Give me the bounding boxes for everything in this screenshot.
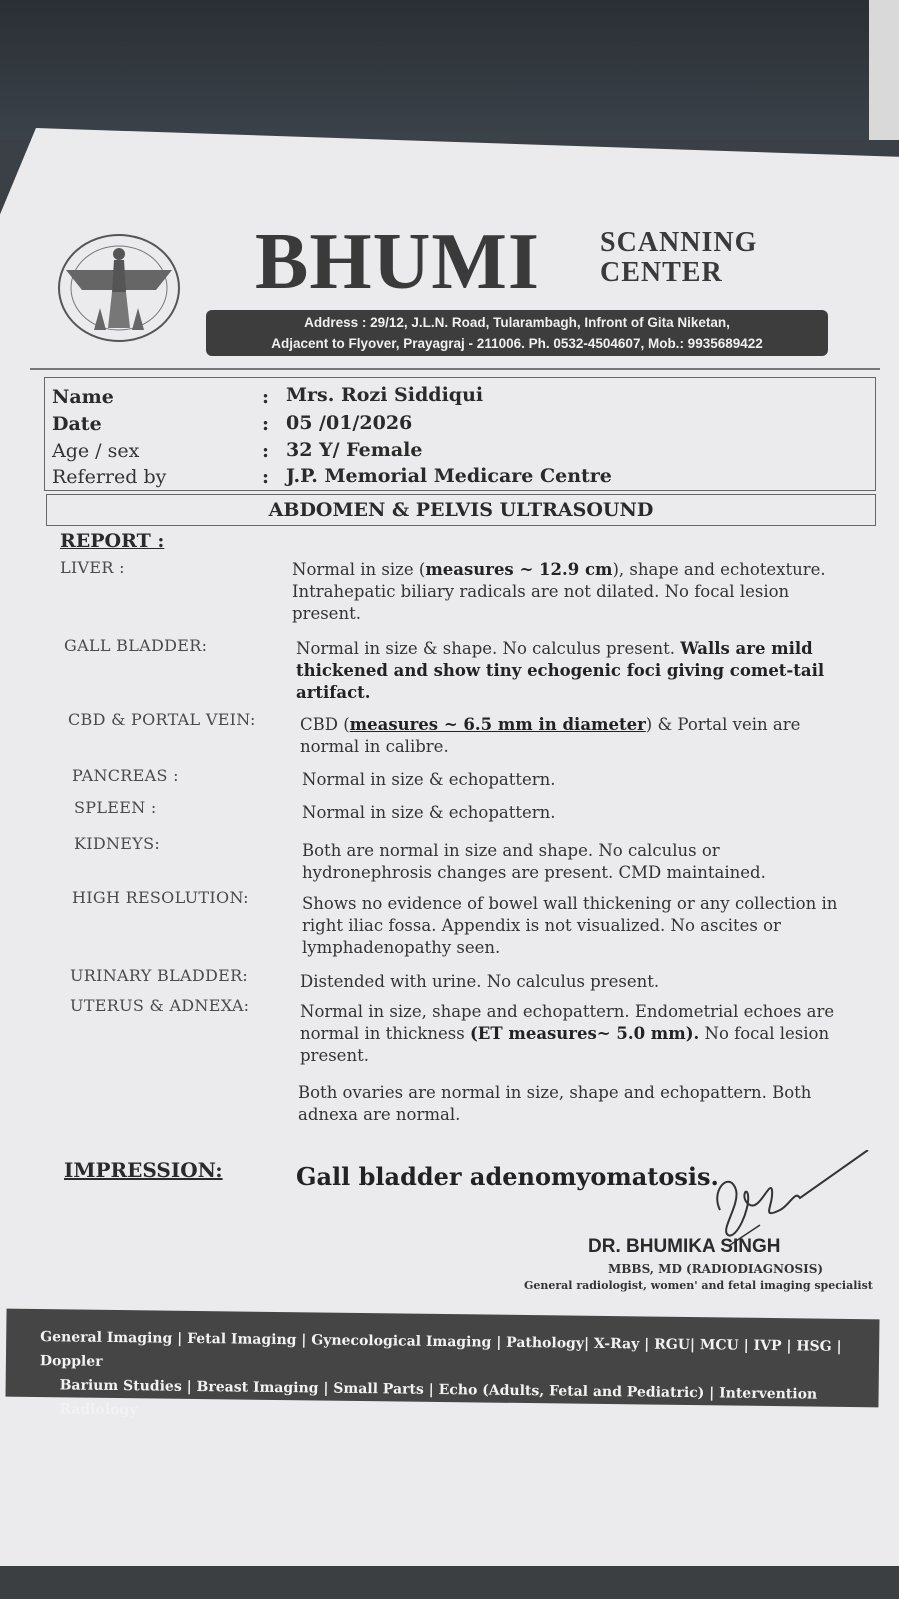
clinic-subtitle-line2: CENTER bbox=[600, 257, 723, 288]
colon: : bbox=[262, 466, 270, 488]
patient-date-label: Date bbox=[52, 413, 102, 435]
report-heading: REPORT : bbox=[60, 530, 165, 552]
report-title: ABDOMEN & PELVIS ULTRASOUND bbox=[46, 494, 876, 526]
clinic-subtitle bbox=[600, 228, 757, 288]
patient-date-value: 05 /01/2026 bbox=[286, 412, 413, 434]
kidneys-text: Both are normal in size and shape. No calculus or hydronephrosis changes are present. CMD maintained. bbox=[302, 841, 766, 882]
cbd-text bbox=[300, 714, 840, 758]
impression-text: Gall bladder adenomyomatosis. bbox=[296, 1162, 719, 1191]
patient-ref-value: J.P. Memorial Medicare Centre bbox=[286, 465, 612, 487]
gallbladder-text-part: Normal in size & shape. No calculus present. bbox=[296, 639, 681, 658]
clinic-name: BHUMI bbox=[255, 218, 540, 306]
uterus-text-part: Normal in size, shape and echopattern. Endometrial echoes are normal in thickness bbox=[300, 1002, 835, 1043]
uterus-adnexa-text bbox=[300, 1001, 840, 1067]
high-resolution-text: Shows no evidence of bowel wall thickening or any collection in right iliac fossa. Appendix is not visualized. No ascites or lymphadenopathy seen. bbox=[302, 894, 838, 957]
urinary-bladder-text: Distended with urine. No calculus present. bbox=[300, 972, 660, 991]
gallbladder-text bbox=[296, 638, 836, 704]
ovaries-text: Both ovaries are normal in size, shape and echopattern. Both adnexa are normal. bbox=[298, 1083, 812, 1124]
doctor-specialty: General radiologist, women' and fetal imaging specialist bbox=[524, 1279, 873, 1292]
services-line-1: General Imaging | Fetal Imaging | Gynecological Imaging | Pathology| X-Ray | RGU| MCU | IVP | HSG | Doppler bbox=[39, 1329, 842, 1370]
liver-label: LIVER : bbox=[60, 558, 125, 577]
spleen-label: SPLEEN : bbox=[74, 798, 157, 817]
colon: : bbox=[262, 386, 270, 408]
colon: : bbox=[262, 413, 270, 435]
colon: : bbox=[262, 440, 270, 462]
doctor-name: DR. BHUMIKA SINGH bbox=[588, 1236, 781, 1257]
uterus-adnexa-label: UTERUS & ADNEXA: bbox=[70, 996, 250, 1015]
patient-age-value: 32 Y/ Female bbox=[286, 439, 423, 461]
cbd-text-part: ) & Portal vein are normal in calibre. bbox=[300, 715, 801, 756]
clinic-subtitle-line1: SCANNING bbox=[600, 227, 758, 258]
impression-label: IMPRESSION: bbox=[64, 1158, 223, 1182]
pancreas-text: Normal in size & echopattern. bbox=[302, 770, 556, 789]
patient-name-value: Mrs. Rozi Siddiqui bbox=[286, 384, 484, 406]
spleen-text: Normal in size & echopattern. bbox=[302, 803, 556, 822]
clinic-logo-icon bbox=[56, 232, 182, 344]
patient-age-label: Age / sex bbox=[52, 440, 140, 462]
liver-text bbox=[292, 559, 832, 625]
gallbladder-label: GALL BLADDER: bbox=[64, 636, 208, 655]
liver-text-part: Normal in size ( bbox=[292, 560, 426, 579]
pancreas-label: PANCREAS : bbox=[72, 766, 179, 785]
kidneys-label: KIDNEYS: bbox=[74, 834, 161, 853]
urinary-bladder-label: URINARY BLADDER: bbox=[70, 966, 249, 985]
liver-measure: measures ~ 12.9 cm bbox=[425, 560, 613, 579]
doctor-degree: MBBS, MD (RADIODIAGNOSIS) bbox=[608, 1262, 824, 1276]
address-line-2: Adjacent to Flyover, Prayagraj - 211006. Ph. 0532-4504607, Mob.: 9935689422 bbox=[271, 336, 763, 351]
high-resolution-label: HIGH RESOLUTION: bbox=[72, 888, 249, 907]
background-top bbox=[0, 0, 899, 140]
patient-name-label: Name bbox=[52, 386, 114, 408]
background-bottom bbox=[0, 1566, 899, 1599]
services-footer bbox=[5, 1309, 879, 1419]
cbd-measure: measures ~ 6.5 mm in diameter bbox=[349, 715, 646, 734]
patient-ref-label: Referred by bbox=[52, 466, 167, 488]
liver-text-part: ), shape and echotexture. Intrahepatic biliary radicals are not dilated. No focal lesion present. bbox=[292, 560, 826, 623]
gallbladder-finding: Walls are mild thickened and show tiny echogenic foci giving comet-tail artifact. bbox=[296, 639, 825, 702]
cbd-text-part: CBD ( bbox=[300, 715, 350, 734]
background-strip bbox=[869, 0, 899, 140]
cbd-label: CBD & PORTAL VEIN: bbox=[68, 710, 256, 729]
services-line-2: Barium Studies | Breast Imaging | Small Parts | Echo (Adults, Fetal and Pediatric) | Intervention Radiology bbox=[59, 1377, 818, 1419]
clinic-address bbox=[206, 310, 828, 356]
address-line-1: Address : 29/12, J.L.N. Road, Tularambagh, Infront of Gita Niketan, bbox=[304, 315, 730, 330]
signature-icon bbox=[700, 1150, 870, 1250]
uterus-measure: (ET measures~ 5.0 mm). bbox=[469, 1024, 700, 1043]
header-divider bbox=[30, 368, 880, 370]
uterus-text-part: No focal lesion present. bbox=[300, 1024, 830, 1065]
